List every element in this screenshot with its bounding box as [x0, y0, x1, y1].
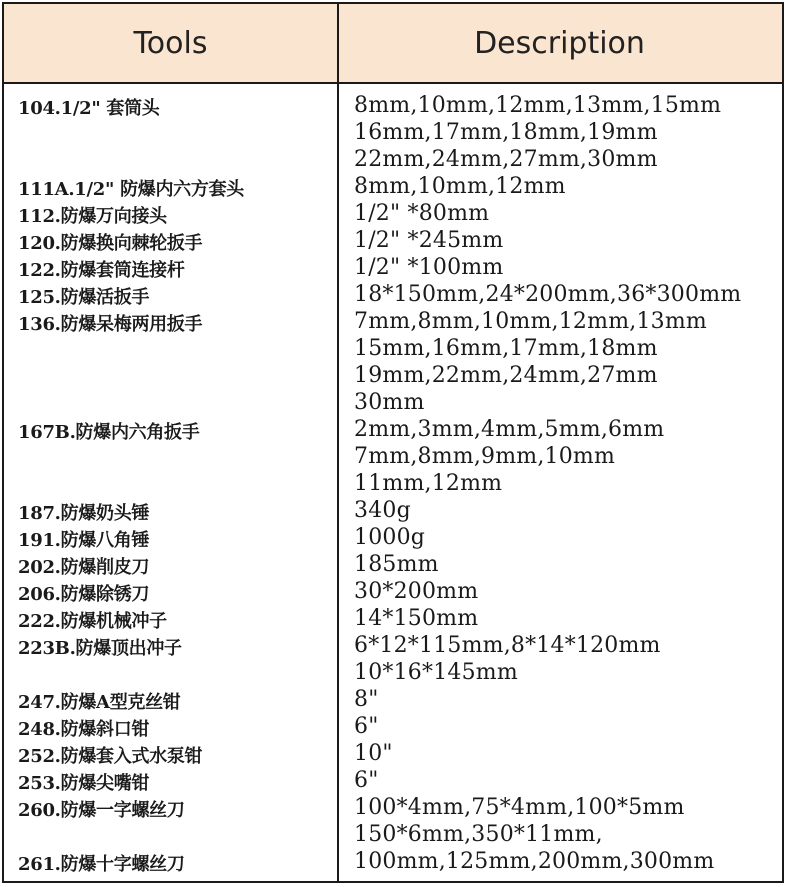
table-row [4, 578, 782, 605]
tool-description [354, 92, 721, 173]
table-row [4, 254, 782, 281]
tool-name: 260.防爆一字螺丝刀 [18, 800, 185, 821]
tool-name: 248.防爆斜口钳 [18, 719, 150, 740]
description-line: 1/2" *245mm [354, 228, 504, 253]
table-row [4, 713, 782, 740]
description-line: 7mm,8mm,10mm,12mm,13mm [354, 309, 707, 334]
description-line: 185mm [354, 552, 439, 577]
tool-name: 136.防爆呆梅两用扳手 [18, 314, 203, 335]
tool-name: 206.防爆除锈刀 [18, 584, 150, 605]
tool-name: 167B.防爆内六角扳手 [18, 422, 200, 443]
description-line: 10" [354, 741, 393, 766]
description-line: 6" [354, 768, 379, 793]
description-line: 150*6mm,350*11mm, [354, 822, 603, 847]
description-line: 8mm,10mm,12mm [354, 174, 566, 199]
description-line: 30mm [354, 390, 425, 415]
tool-name: 122.防爆套筒连接杆 [18, 260, 185, 281]
description-line: 2mm,3mm,4mm,5mm,6mm [354, 417, 665, 442]
tool-description [354, 794, 685, 848]
tool-description [354, 308, 707, 416]
tool-description [354, 173, 566, 200]
tool-description [354, 605, 478, 632]
description-line: 6*12*115mm,8*14*120mm [354, 633, 661, 658]
description-column-header: Description [474, 25, 645, 61]
tool-name: 247.防爆A型克丝钳 [18, 692, 181, 713]
tool-description [354, 497, 411, 524]
tool-name: 202.防爆削皮刀 [18, 557, 150, 578]
table-row [4, 767, 782, 794]
description-line: 6" [354, 714, 379, 739]
tool-name: 253.防爆尖嘴钳 [18, 773, 150, 794]
tool-name: 112.防爆万向接头 [18, 206, 167, 227]
tools-table [2, 2, 784, 883]
table-row [4, 173, 782, 200]
description-line: 11mm,12mm [354, 471, 503, 496]
table-row [4, 92, 782, 173]
description-line: 30*200mm [354, 579, 479, 604]
tool-description [354, 281, 741, 308]
tool-description [354, 767, 379, 794]
description-line: 1/2" *80mm [354, 201, 490, 226]
table-body [4, 84, 782, 881]
tool-name: 223B.防爆顶出冲子 [18, 638, 182, 659]
table-row [4, 794, 782, 848]
table-row [4, 227, 782, 254]
description-line: 100mm,125mm,200mm,300mm [354, 849, 715, 874]
table-row [4, 632, 782, 686]
table-row [4, 497, 782, 524]
table-row [4, 524, 782, 551]
tool-description [354, 254, 503, 281]
description-line: 14*150mm [354, 606, 479, 631]
tool-name: 222.防爆机械冲子 [18, 611, 167, 632]
table-row [4, 416, 782, 497]
tool-name: 191.防爆八角锤 [18, 530, 150, 551]
tool-name: 111A.1/2" 防爆内六方套头 [18, 179, 244, 200]
table-row [4, 605, 782, 632]
description-line: 18*150mm,24*200mm,36*300mm [354, 282, 742, 307]
table-row [4, 686, 782, 713]
tool-description [354, 740, 393, 767]
tool-description [354, 713, 379, 740]
description-line: 8mm,10mm,12mm,13mm,15mm [354, 93, 722, 118]
description-line: 15mm,16mm,17mm,18mm [354, 336, 658, 361]
tool-description [354, 551, 439, 578]
table-row [4, 551, 782, 578]
tool-description [354, 416, 664, 497]
table-header [4, 4, 782, 84]
description-line: 19mm,22mm,24mm,27mm [354, 363, 658, 388]
description-line: 22mm,24mm,27mm,30mm [354, 147, 658, 172]
description-line: 10*16*145mm [354, 660, 518, 685]
description-line: 100*4mm,75*4mm,100*5mm [354, 795, 685, 820]
table-row [4, 200, 782, 227]
description-line: 340g [354, 498, 411, 523]
tool-description [354, 227, 503, 254]
tool-description [354, 578, 478, 605]
tool-description [354, 200, 489, 227]
table-row [4, 740, 782, 767]
tool-name: 120.防爆换向棘轮扳手 [18, 233, 203, 254]
table-row [4, 848, 782, 875]
description-line: 8" [354, 687, 379, 712]
tool-name: 252.防爆套入式水泵钳 [18, 746, 203, 767]
tool-name: 104.1/2" 套筒头 [18, 98, 160, 119]
description-line: 1000g [354, 525, 426, 550]
description-line: 1/2" *100mm [354, 255, 504, 280]
tool-name: 125.防爆活扳手 [18, 287, 150, 308]
table-row [4, 308, 782, 416]
tool-description [354, 686, 379, 713]
description-line: 16mm,17mm,18mm,19mm [354, 120, 658, 145]
description-line: 7mm,8mm,9mm,10mm [354, 444, 616, 469]
tool-name: 261.防爆十字螺丝刀 [18, 854, 185, 875]
tool-description [354, 524, 425, 551]
tool-description [354, 848, 714, 875]
tools-column-header: Tools [133, 25, 208, 61]
tool-description [354, 632, 661, 686]
table-row [4, 281, 782, 308]
tool-name: 187.防爆奶头锤 [18, 503, 150, 524]
